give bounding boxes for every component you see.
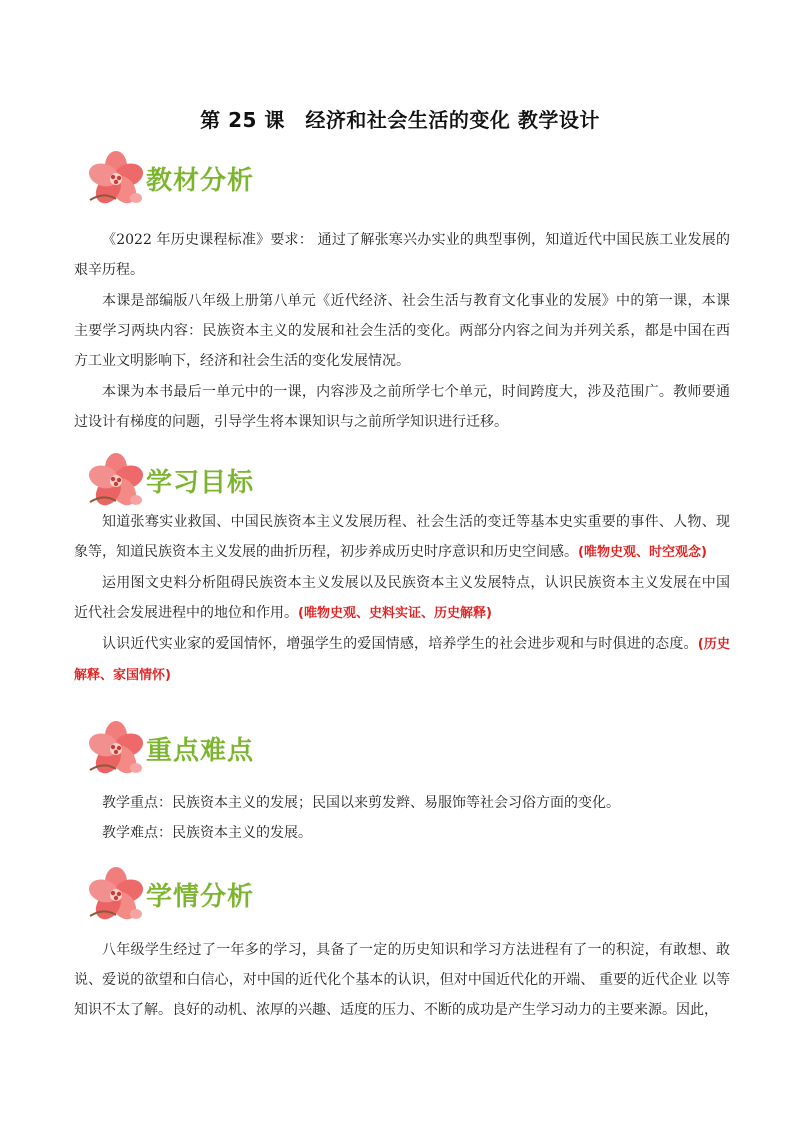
section-heading-learning-goals bbox=[86, 452, 386, 512]
section-heading-label: 学情分析 bbox=[146, 882, 255, 912]
literacy-tag: (唯物史观、史料实证、历史解释) bbox=[298, 606, 492, 621]
blossom-icon bbox=[86, 452, 148, 510]
teaching-difficulty: 教学难点：民族资本主义的发展。 bbox=[102, 825, 312, 841]
blossom-icon bbox=[86, 720, 148, 778]
goal-paragraph bbox=[74, 629, 730, 691]
section-heading-label: 教材分析 bbox=[146, 166, 255, 196]
paragraph: 《2022 年历史课程标准》要求： 通过了解张寒兴办实业的典型事例，知道近代中国民族工业发展的艰辛历程。 bbox=[74, 232, 730, 278]
section-heading-textbook-analysis bbox=[86, 150, 386, 210]
goal-text: 认识近代实业家的爱国情怀，增强学生的爱国情感，培养学生的社会进步观和与时俱进的态度。 bbox=[102, 636, 698, 652]
paragraph: 本课为本书最后一单元中的一课，内容涉及之前所学七个单元，时间跨度大，涉及范围广。教师要通过设计有梯度的问题，引导学生将本课知识与之前所学知识进行迁移。 bbox=[74, 384, 730, 430]
goal-text: 知道张骞实业救国、中国民族资本主义发展历程、社会生活的变迁等基本史实重要的事件、人物、现象等，知道民族资本主义发展的曲折历程，初步养成历史时序意识和历史空间感。 bbox=[74, 514, 730, 560]
section-heading-key-difficulties bbox=[86, 720, 386, 780]
teaching-key-point: 教学重点：民族资本主义的发展；民国以来剪发辫、易服饰等社会习俗方面的变化。 bbox=[102, 795, 620, 811]
blossom-icon bbox=[86, 866, 148, 924]
paragraph: 八年级学生经过了一年多的学习，具备了一定的历史知识和学习方法进程有了一的积淀，有敢想、敢说、爱说的欲望和白信心，对中国的近代化个基本的认识，但对中国近代化的开端、 重要的近代企业 以等知识不太了解。良好的动机、浓厚的兴趣、适度的压力、不断的成功是产生学习动力的主要来源。因此， bbox=[74, 942, 730, 1018]
section-heading-student-analysis bbox=[86, 866, 386, 926]
goal-text: 运用图文史料分析阻碍民族资本主义发展以及民族资本主义发展特点，认识民族资本主义发展在中国近代社会发展进程中的地位和作用。 bbox=[74, 575, 730, 621]
goal-paragraph bbox=[74, 507, 730, 568]
blossom-icon bbox=[86, 150, 148, 208]
document-title: 第 25 课 经济和社会生活的变化 教学设计 bbox=[200, 108, 600, 132]
section-heading-label: 重点难点 bbox=[146, 736, 255, 766]
paragraph: 本课是部编版八年级上册第八单元《近代经济、社会生活与教育文化事业的发展》中的第一课，本课主要学习两块内容：民族资本主义的发展和社会生活的变化。两部分内容之间为并列关系，都是中国在西方工业文明影响下，经济和社会生活的变化发展情况。 bbox=[74, 293, 730, 369]
literacy-tag: (唯物史观、时空观念) bbox=[578, 545, 707, 560]
literacy-tag: (历史解释、家国情怀) bbox=[74, 637, 730, 683]
goal-paragraph bbox=[74, 568, 730, 629]
section-heading-label: 学习目标 bbox=[146, 468, 255, 498]
